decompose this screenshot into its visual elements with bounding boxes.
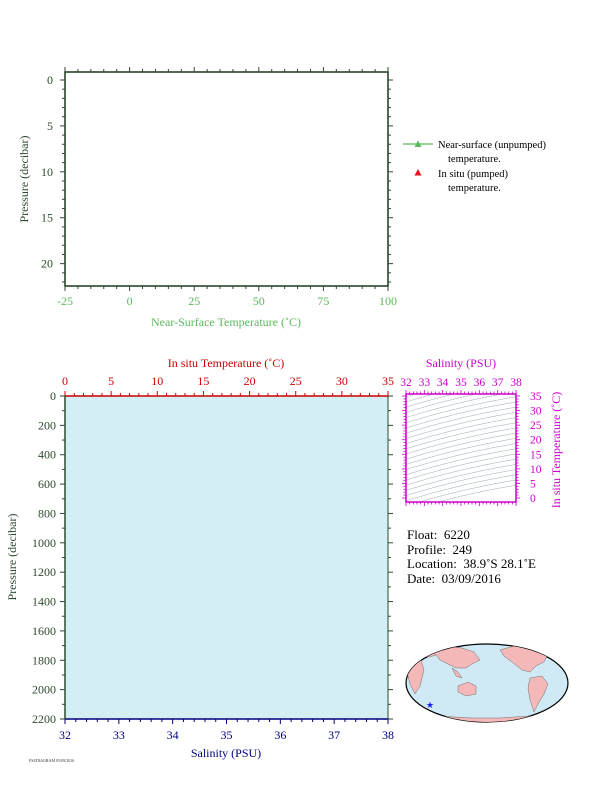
profile-bottom-tick-label: 36 xyxy=(274,728,287,742)
ts-x-tick-label: 37 xyxy=(491,377,504,389)
near-surface-legend xyxy=(403,140,546,194)
profile-panel xyxy=(5,356,394,760)
ts-y-axis-label: In situ Temperature (˚C) xyxy=(549,391,563,509)
profile-value: 249 xyxy=(452,541,472,557)
near-surface-panel xyxy=(17,67,397,329)
profile-bottom-tick-label: 33 xyxy=(112,728,125,742)
legend-label-pumped: In situ (pumped) xyxy=(438,169,508,180)
profile-row xyxy=(407,543,536,558)
profile-top-tick-label: 5 xyxy=(108,374,115,388)
location-label: Location: xyxy=(407,556,457,571)
ts-y-tick-label: 20 xyxy=(530,434,542,447)
near-surface-y-axis-label: Pressure (decibar) xyxy=(17,135,31,223)
profile-top-tick-label: 0 xyxy=(62,374,68,388)
ts-contour-line xyxy=(406,324,516,350)
profile-y-axis-label: Pressure (decibar) xyxy=(5,513,19,601)
near-surface-y-tick-label: 20 xyxy=(41,256,53,271)
profile-y-tick-label: 200 xyxy=(38,418,56,433)
profile-bottom-tick-label: 35 xyxy=(220,728,233,742)
ts-y-tick-label: 30 xyxy=(530,405,542,418)
profile-bottom-tick-label: 37 xyxy=(328,728,341,742)
near-surface-y-tick-label: 5 xyxy=(47,118,53,133)
world-map xyxy=(406,644,568,730)
ts-x-tick-label: 35 xyxy=(455,377,467,389)
profile-top-tick-label: 10 xyxy=(151,374,164,388)
ts-x-tick-label: 32 xyxy=(400,377,412,389)
date-value: 03/09/2016 xyxy=(441,570,501,586)
ts-y-tick-label: 35 xyxy=(530,391,542,403)
profile-y-tick-label: 2200 xyxy=(32,712,56,726)
near-surface-plot-frame xyxy=(65,72,388,286)
legend-label-unpumped-line2: temperature. xyxy=(448,154,501,165)
legend-label-pumped-line2: temperature. xyxy=(448,183,501,194)
profile-top-tick-label: 30 xyxy=(335,374,348,388)
float-value: 6220 xyxy=(443,527,470,542)
profile-y-tick-label: 1800 xyxy=(32,653,56,668)
profile-top-tick-label: 20 xyxy=(243,374,256,388)
profile-y-tick-label: 400 xyxy=(38,447,56,462)
near-surface-x-tick-label: 25 xyxy=(188,294,201,308)
near-surface-y-tick-label: 10 xyxy=(41,164,53,179)
near-surface-y-tick-label: 0 xyxy=(47,73,53,87)
profile-label: Profile: xyxy=(407,541,446,557)
profile-y-tick-label: 2000 xyxy=(32,682,56,697)
float-location-marker-icon: ★ xyxy=(425,700,435,710)
location-value: 38.9˚S 28.1˚E xyxy=(463,556,536,571)
profile-y-tick-label: 0 xyxy=(50,389,56,403)
profile-top-tick-label: 35 xyxy=(382,374,394,388)
profile-bottom-tick-label: 32 xyxy=(59,728,71,742)
ts-y-tick-label: 25 xyxy=(530,420,542,433)
profile-bottom-tick-label: 38 xyxy=(382,728,394,742)
ts-y-tick-label: 0 xyxy=(530,493,536,505)
date-label: Date: xyxy=(407,570,436,586)
legend-label-unpumped: Near-surface (unpumped) xyxy=(438,140,546,151)
profile-y-tick-label: 1200 xyxy=(32,565,56,580)
date-row xyxy=(407,572,536,587)
ts-x-tick-label: 34 xyxy=(436,377,449,389)
float-id-row xyxy=(407,528,536,543)
profile-top-axis-label: In situ Temperature (˚C) xyxy=(167,356,285,370)
profile-plot-area xyxy=(65,396,388,719)
near-surface-x-tick-label: 50 xyxy=(252,294,265,308)
near-surface-x-tick-label: 100 xyxy=(379,294,397,308)
ts-x-tick-label: 36 xyxy=(473,377,486,389)
float-info xyxy=(407,528,536,586)
near-surface-x-tick-label: 75 xyxy=(317,294,330,308)
profile-top-tick-label: 15 xyxy=(197,374,210,388)
ts-x-tick-label: 38 xyxy=(510,377,522,389)
location-row xyxy=(407,557,536,572)
ts-y-tick-label: 15 xyxy=(530,449,542,462)
ts-y-tick-label: 5 xyxy=(530,478,536,491)
profile-y-tick-label: 1400 xyxy=(32,594,56,609)
footnote: FSI/DIAGRAM 05/09/2016 xyxy=(29,758,75,763)
map-land-greenland xyxy=(540,644,556,654)
profile-y-tick-label: 800 xyxy=(38,506,56,521)
near-surface-x-tick-label: -25 xyxy=(57,294,73,308)
near-surface-x-axis-label: Near-Surface Temperature (˚C) xyxy=(151,315,301,329)
ts-x-tick-label: 33 xyxy=(418,377,431,389)
profile-top-tick-label: 25 xyxy=(289,374,302,388)
profile-y-tick-label: 1600 xyxy=(32,623,56,638)
ts-title: Salinity (PSU) xyxy=(425,356,497,370)
profile-y-tick-label: 600 xyxy=(38,477,56,492)
profile-y-tick-label: 1000 xyxy=(32,535,56,550)
near-surface-y-tick-label: 15 xyxy=(41,210,53,225)
ts-diagram-panel xyxy=(400,324,563,511)
float-label: Float: xyxy=(407,527,438,542)
ts-contour-line xyxy=(406,329,516,355)
ts-y-tick-label: 10 xyxy=(530,463,542,476)
near-surface-x-tick-label: 0 xyxy=(126,294,133,308)
profile-bottom-tick-label: 34 xyxy=(166,728,179,742)
legend-triangle-red-icon xyxy=(415,169,422,176)
profile-bottom-axis-label: Salinity (PSU) xyxy=(190,746,262,760)
